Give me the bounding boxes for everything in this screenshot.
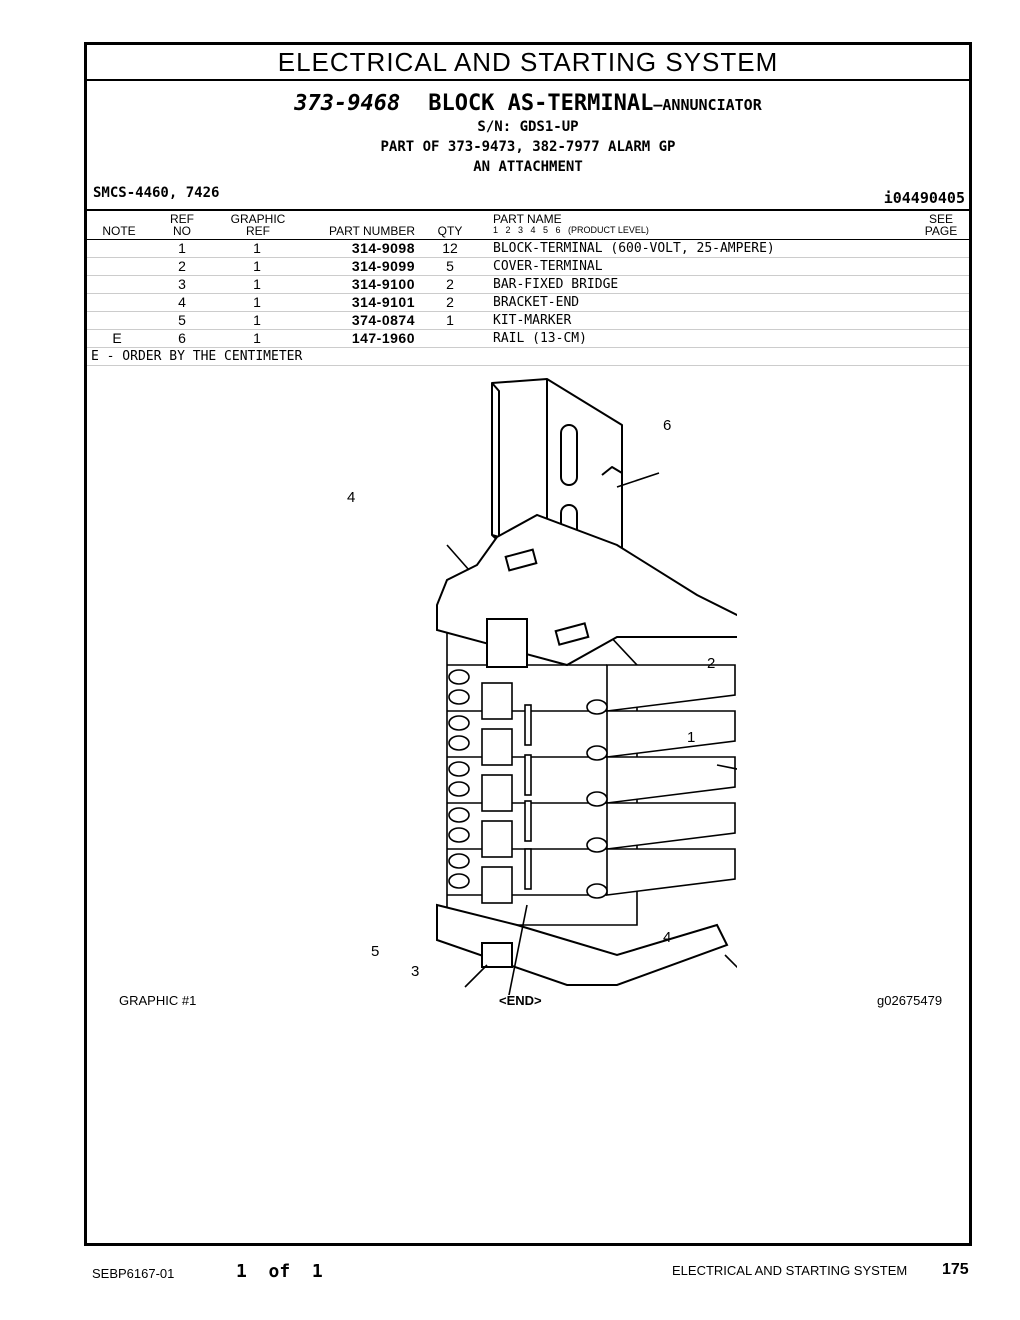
- page-number: 175: [942, 1261, 969, 1278]
- col-ref-bottom: NO: [173, 224, 191, 238]
- col-graphic-top: GRAPHIC: [230, 212, 286, 226]
- page-frame: [84, 42, 972, 1246]
- table-row: [87, 240, 969, 258]
- footer-section: ELECTRICAL AND STARTING SYSTEM: [672, 1263, 908, 1278]
- row-graphic: 1: [253, 330, 261, 346]
- col-part-name: PART NAME: [493, 212, 562, 226]
- row-part-name: COVER-TERMINAL: [493, 259, 603, 274]
- row-ref: 1: [178, 240, 186, 256]
- row-part-number: 314-9099: [351, 258, 415, 274]
- row-part-number: 314-9101: [351, 294, 415, 310]
- col-note: NOTE: [102, 224, 136, 238]
- row-ref: 5: [178, 312, 186, 328]
- part-heading: [87, 91, 969, 116]
- col-part-number: PART NUMBER: [328, 224, 415, 238]
- row-part-name: KIT-MARKER: [493, 313, 572, 328]
- callout-6: 6: [663, 417, 672, 434]
- section-title: ELECTRICAL AND STARTING SYSTEM: [87, 45, 969, 81]
- col-see-top: SEE: [928, 212, 953, 226]
- callout-1: 1: [687, 729, 696, 746]
- smcs-code: SMCS-4460, 7426: [93, 185, 220, 201]
- row-qty: 1: [446, 312, 454, 328]
- row-part-number: 314-9098: [351, 240, 415, 256]
- row-graphic: 1: [253, 312, 261, 328]
- row-part-number: 374-0874: [351, 312, 415, 328]
- table-row: [87, 312, 969, 330]
- callout-3: 3: [411, 963, 420, 980]
- graphic-label: GRAPHIC #1: [119, 993, 197, 1008]
- row-graphic: 1: [253, 240, 261, 256]
- row-part-number: 314-9100: [351, 276, 415, 292]
- callout-4-bottom: 4: [663, 929, 672, 946]
- part-of: PART OF 373-9473, 382-7977 ALARM GP: [380, 139, 676, 155]
- row-ref: 3: [178, 276, 186, 292]
- row-part-number: 147-1960: [351, 330, 415, 346]
- graphic-id: g02675479: [877, 993, 943, 1008]
- rail-slot: [561, 425, 577, 485]
- part-title: BLOCK AS-TERMINAL: [428, 91, 654, 116]
- row-qty: 12: [442, 240, 458, 256]
- table-row: [87, 258, 969, 276]
- table-row: [87, 330, 969, 348]
- table-top-rule: [87, 209, 969, 211]
- row-part-name: BRACKET-END: [493, 295, 580, 310]
- row-graphic: 1: [253, 258, 261, 274]
- row-part-name: RAIL (13-CM): [493, 331, 587, 346]
- note-e: E - ORDER BY THE CENTIMETER: [91, 349, 303, 364]
- table-row: [87, 276, 969, 294]
- callout-4-top: 4: [347, 489, 356, 506]
- row-qty: 5: [446, 258, 454, 274]
- terminal-block-illustration: [317, 365, 737, 995]
- row-ref: 2: [178, 258, 186, 274]
- row-graphic: 1: [253, 294, 261, 310]
- page-of: 1 of 1: [236, 1261, 323, 1282]
- note-row: [87, 348, 969, 366]
- col-qty: QTY: [437, 224, 463, 238]
- doc-id: SEBP6167-01: [92, 1266, 175, 1281]
- col-ref-top: REF: [170, 212, 194, 226]
- part-title-suffix: —ANNUNCIATOR: [653, 96, 762, 114]
- row-part-name: BLOCK-TERMINAL (600-VOLT, 25-AMPERE): [493, 241, 775, 256]
- part-number-heading: 373-9468: [294, 91, 401, 116]
- row-part-name: BAR-FIXED BRIDGE: [493, 277, 619, 292]
- col-product-levels: 1 2 3 4 5 6 (PRODUCT LEVEL): [493, 225, 649, 235]
- row-note: E: [112, 330, 122, 346]
- row-ref: 6: [178, 330, 186, 346]
- col-see-bottom: PAGE: [924, 224, 958, 238]
- table-row: [87, 294, 969, 312]
- row-qty: 2: [446, 276, 454, 292]
- callout-2: 2: [707, 655, 716, 672]
- terminal-blocks: [447, 633, 735, 925]
- attachment: AN ATTACHMENT: [473, 159, 583, 175]
- end-marker: <END>: [499, 993, 542, 1008]
- row-ref: 4: [178, 294, 186, 310]
- illustration-id: i04490405: [883, 189, 965, 207]
- col-graphic-bottom: REF: [246, 224, 270, 238]
- serial-number: S/N: GDS1-UP: [477, 119, 579, 135]
- row-graphic: 1: [253, 276, 261, 292]
- row-qty: 2: [446, 294, 454, 310]
- callout-5: 5: [371, 943, 380, 960]
